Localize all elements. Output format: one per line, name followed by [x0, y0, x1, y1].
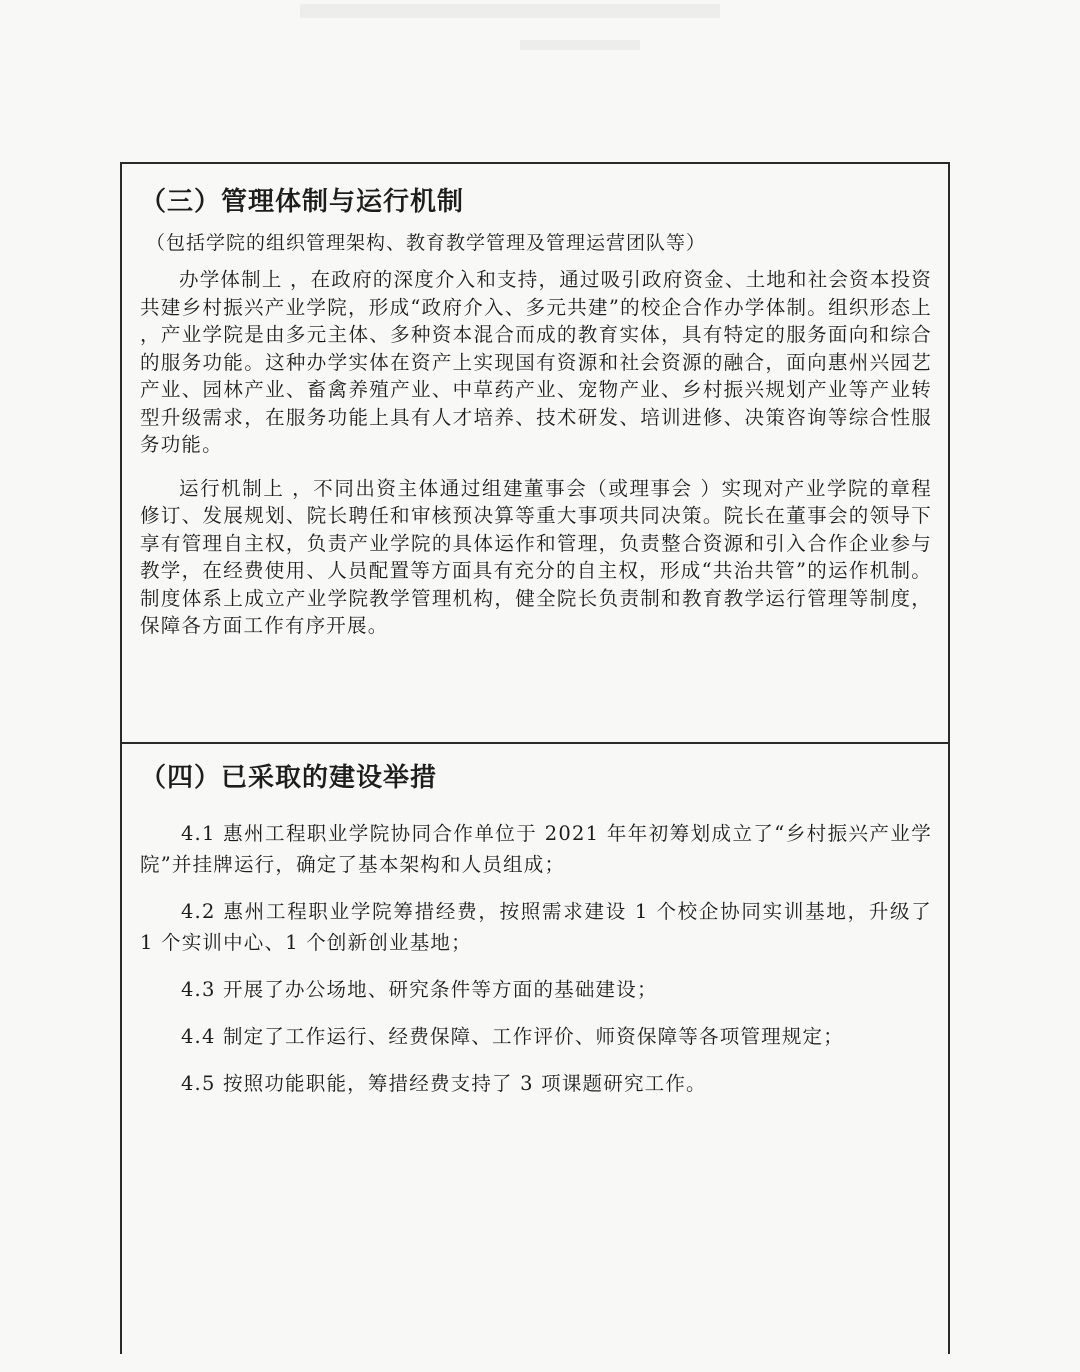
form-table	[120, 162, 950, 1354]
list-item: 4.1 惠州工程职业学院协同合作单位于 2021 年年初筹划成立了“乡村振兴产业学院”并挂牌运行，确定了基本架构和人员组成；	[140, 822, 932, 876]
section-construction-measures	[140, 760, 932, 1115]
paragraph-operation-mechanism: 运行机制上 ，不同出资主体通过组建董事会（或理事会 ）实现对产业学院的章程修订、发展规划、院长聘任和审核预决算等重大事项共同决策。院长在董事会的领导下享有管理自主权，负责产业学院的具体运作和管理，负责整合资源和引入合作企业参与教学，在经费使用、人员配置等方面具有充分的自主权，形成“共治共管”的运作机制。制度体系上成立产业学院教学管理机构，健全院长负责制和教育教学运行管理等制度，保障各方面工作有序开展。	[140, 476, 932, 637]
section-management-system	[140, 184, 932, 656]
list-item: 4.4 制定了工作运行、经费保障、工作评价、师资保障等各项管理规定；	[180, 1025, 844, 1048]
list-item: 4.3 开展了办公场地、研究条件等方面的基础建设；	[180, 978, 658, 1001]
scan-artifact	[300, 4, 720, 18]
list-item: 4.5 按照功能职能，筹措经费支持了 3 项课题研究工作。	[180, 1072, 707, 1095]
section-divider	[122, 742, 948, 744]
measures-list	[140, 818, 932, 1099]
list-item: 4.2 惠州工程职业学院筹措经费，按照需求建设 1 个校企协同实训基地，升级了 1 个实训中心、1 个创新创业基地；	[140, 900, 932, 954]
section-title: （三）管理体制与运行机制	[140, 187, 465, 217]
section-note: （包括学院的组织管理架构、教育教学管理及管理运营团队等）	[146, 232, 707, 254]
scan-artifact	[520, 40, 640, 50]
section-title: （四）已采取的建设举措	[140, 763, 438, 793]
paragraph-school-system: 办学体制上 ，在政府的深度介入和支持，通过吸引政府资金、土地和社会资本投资共建乡村振兴产业学院，形成“政府介入、多元共建”的校企合作办学体制。组织形态上 ，产业学院是由多元主体、多种资本混合而成的教育实体，具有特定的服务面向和综合的服务功能。这种办学实体在资产上实现国有资源和社会资源的融合，面向惠州兴园艺产业、园林产业、畜禽养殖产业、中草药产业、宠物产业、乡村振兴规划产业等产业转型升级需求，在服务功能上具有人才培养、技术研发、培训进修、决策咨询等综合性服务功能。	[140, 268, 932, 456]
